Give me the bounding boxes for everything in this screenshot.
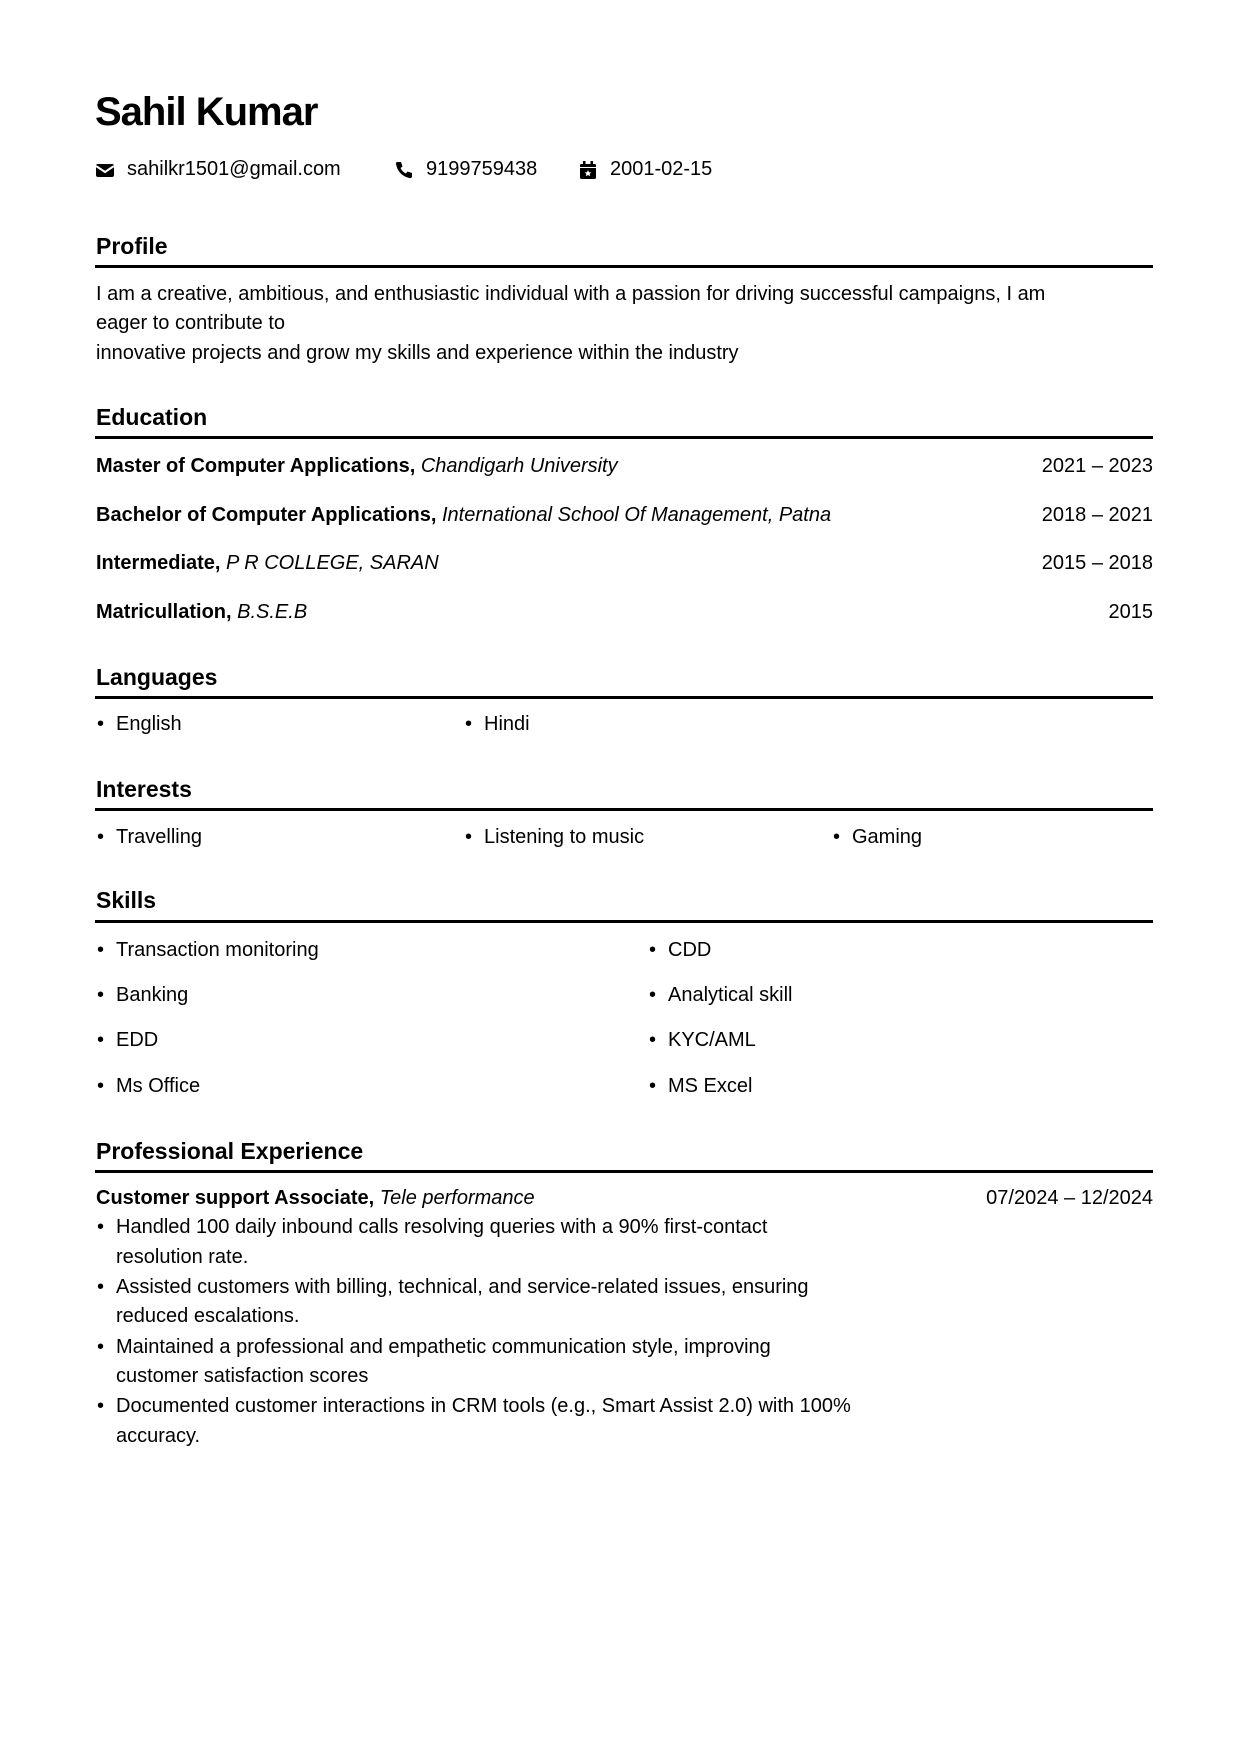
- profile-divider: [95, 265, 1153, 268]
- job-title: Customer support Associate,: [96, 1187, 375, 1209]
- job-header: [96, 1187, 1153, 1210]
- skill-item: • Analytical skill: [668, 984, 792, 1007]
- dates: 2015 – 2018: [1041, 552, 1153, 574]
- degree: Intermediate,: [96, 552, 221, 574]
- candidate-name: Sahil Kumar: [95, 90, 318, 134]
- contact-email: [95, 158, 341, 181]
- contact-dob: [578, 158, 712, 181]
- skills-heading: Skills: [96, 887, 157, 913]
- education-item: [96, 601, 1153, 624]
- dates: 2021 – 2023: [1041, 455, 1153, 477]
- profile-line: I am a creative, ambitious, and enthusiastic individual with a passion for driving successful campaigns, I am: [96, 283, 1046, 305]
- interest-item: • Listening to music: [484, 826, 644, 849]
- language-item: • Hindi: [484, 713, 530, 736]
- profile-heading: Profile: [96, 233, 168, 259]
- job-dates: 07/2024 – 12/2024: [986, 1187, 1153, 1209]
- job-bullet: • Maintained a professional and empathetic communication style, improving: [116, 1336, 771, 1359]
- interests-heading: Interests: [96, 776, 192, 802]
- envelope-icon: [95, 160, 115, 180]
- dates: 2015: [1108, 601, 1153, 623]
- company: Tele performance: [379, 1187, 535, 1209]
- skill-item: • CDD: [668, 939, 711, 962]
- languages-divider: [95, 696, 1153, 699]
- phone-icon: [394, 160, 414, 180]
- skill-item: • MS Excel: [668, 1075, 752, 1098]
- profile-line: innovative projects and grow my skills and experience within the industry: [96, 342, 739, 364]
- interest-item: • Travelling: [116, 826, 202, 849]
- education-item: [96, 552, 1153, 575]
- skill-item: • KYC/AML: [668, 1029, 756, 1052]
- job-bullet-cont: reduced escalations.: [116, 1305, 300, 1327]
- job-bullet: • Assisted customers with billing, technical, and service-related issues, ensuring: [116, 1276, 809, 1299]
- language-item: • English: [116, 713, 182, 736]
- dob-text: 2001-02-15: [610, 158, 713, 180]
- skill-item: • Ms Office: [116, 1075, 200, 1098]
- job-bullet: • Handled 100 daily inbound calls resolving queries with a 90% first-contact: [116, 1216, 767, 1239]
- degree: Matricullation,: [96, 601, 232, 623]
- school: B.S.E.B: [237, 601, 308, 623]
- education-heading: Education: [96, 404, 208, 430]
- job-bullet-cont: resolution rate.: [116, 1246, 249, 1268]
- interests-divider: [95, 808, 1153, 811]
- education-item: [96, 455, 1153, 478]
- skills-divider: [95, 920, 1153, 923]
- school: P R COLLEGE, SARAN: [226, 552, 439, 574]
- school: International School Of Management, Patna: [441, 504, 832, 526]
- school: Chandigarh University: [420, 455, 618, 477]
- degree: Master of Computer Applications,: [96, 455, 416, 477]
- languages-heading: Languages: [96, 664, 218, 690]
- education-divider: [95, 436, 1153, 439]
- interest-item: • Gaming: [852, 826, 922, 849]
- skill-item: • Transaction monitoring: [116, 939, 319, 962]
- email-text: sahilkr1501@gmail.com: [127, 158, 341, 180]
- education-item: [96, 504, 1153, 527]
- profile-line: eager to contribute to: [96, 312, 286, 334]
- job-bullet: • Documented customer interactions in CRM tools (e.g., Smart Assist 2.0) with 100%: [116, 1395, 851, 1418]
- skill-item: • Banking: [116, 984, 188, 1007]
- experience-divider: [95, 1170, 1153, 1173]
- dates: 2018 – 2021: [1041, 504, 1153, 526]
- experience-heading: Professional Experience: [96, 1138, 364, 1164]
- job-bullet-cont: accuracy.: [116, 1425, 201, 1447]
- phone-text: 9199759438: [426, 158, 538, 180]
- skill-item: • EDD: [116, 1029, 158, 1052]
- job-bullet-cont: customer satisfaction scores: [116, 1365, 369, 1387]
- calendar-icon: [578, 160, 598, 180]
- degree: Bachelor of Computer Applications,: [96, 504, 437, 526]
- contact-phone: [394, 158, 537, 181]
